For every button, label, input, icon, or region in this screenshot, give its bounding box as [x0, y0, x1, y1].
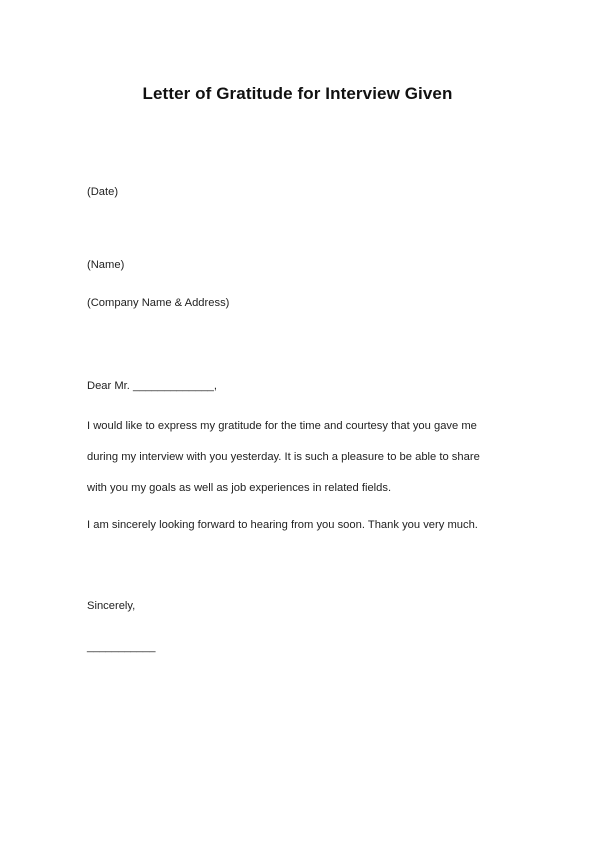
salutation: Dear Mr. _____________,: [87, 380, 217, 392]
body-paragraph-2: I am sincerely looking forward to hearing from you soon. Thank you very much.: [87, 519, 478, 531]
body-paragraph-1: [87, 419, 517, 512]
signature-line: ___________: [87, 641, 156, 653]
date-placeholder: (Date): [87, 186, 119, 198]
body-paragraph-1-line: I would like to express my gratitude for the time and courtesy that you gave me: [87, 420, 477, 432]
company-address-placeholder: (Company Name & Address): [87, 297, 230, 309]
letter-title: Letter of Gratitude for Interview Given: [142, 84, 453, 103]
body-paragraph-1-line: with you my goals as well as job experiences in related fields.: [87, 482, 392, 494]
recipient-name-placeholder: (Name): [87, 259, 125, 271]
closing: Sincerely,: [87, 600, 136, 612]
body-paragraph-1-line: during my interview with you yesterday. It is such a pleasure to be able to share: [87, 451, 480, 463]
